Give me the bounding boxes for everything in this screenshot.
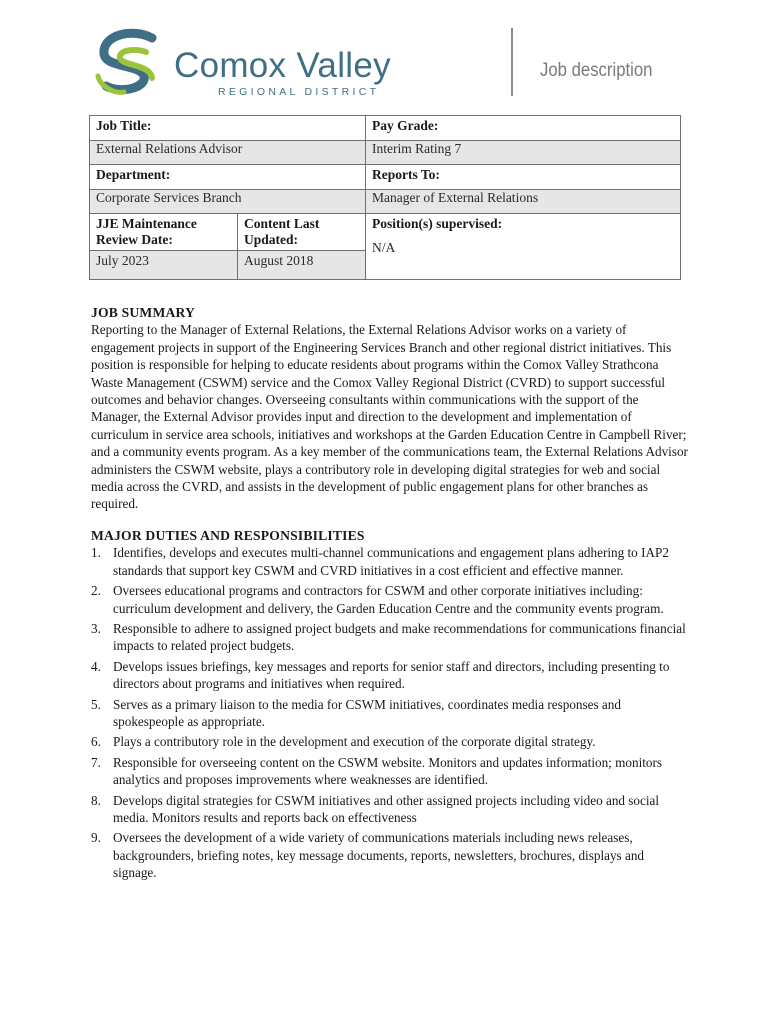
pay-grade-cell xyxy=(366,141,681,165)
pay-grade-label-cell xyxy=(366,116,681,141)
list-item xyxy=(91,582,689,617)
content-updated-value: August 2018 xyxy=(244,253,314,268)
list-item xyxy=(91,733,689,750)
header-divider xyxy=(511,28,513,96)
list-item-number: 1. xyxy=(91,545,101,561)
list-item xyxy=(91,792,689,827)
duties-list xyxy=(91,544,689,881)
summary-heading: JOB SUMMARY xyxy=(91,305,196,320)
pay-grade-label: Pay Grade: xyxy=(372,118,439,133)
job-info-table xyxy=(89,115,681,280)
list-item xyxy=(91,658,689,693)
department-value: Corporate Services Branch xyxy=(96,190,242,205)
reports-to-cell xyxy=(366,190,681,214)
positions-supervised-label: Position(s) supervised: xyxy=(372,216,503,231)
content-updated-label: Content Last Updated: xyxy=(244,216,320,247)
reports-to-label-cell xyxy=(366,165,681,190)
list-item xyxy=(91,829,689,881)
jje-label: JJE Maintenance Review Date: xyxy=(96,216,197,247)
list-item xyxy=(91,696,689,731)
summary-text: Reporting to the Manager of External Relations, the External Relations Advisor works on a variety of engagement projects in support of the Engineering Services Branch and other regional district initiatives. This position is responsible for helping to educate residents about programs within the Comox Valley Strathcona Waste Management (CSWM) service and the Comox Valley Regional District (CVRD) to support successful outcomes and behavior changes. Overseeing consultants within communications with the support of the Manager, the External Advisor provides input and direction to the development and implementation of curriculum in service area schools, initiatives and workshops at the Garden Education Centre in Campbell River; and a community events program. As a key member of the communications team, the External Relations Advisor administers the CSWM website, plays a contributory role in developing digital strategies for web and social media across the CVRD, and assists in the development of public engagement plans for other branches as required. xyxy=(91,322,688,512)
list-item xyxy=(91,754,689,789)
list-item-text: Serves as a primary liaison to the media for CSWM initiatives, coordinates media responses and spokespeople as appropriate. xyxy=(113,696,621,729)
duties-heading: MAJOR DUTIES AND RESPONSIBILITIES xyxy=(91,527,365,543)
list-item-text: Plays a contributory role in the development and execution of the corporate digital strategy. xyxy=(113,734,596,750)
list-item-text: Develops issues briefings, key messages and reports for senior staff and directors, including presenting to directors about programs and initiatives when required. xyxy=(113,658,670,692)
list-item xyxy=(91,620,689,655)
list-item-text: Identifies, develops and executes multi-channel communications and engagement plans adhering to IAP2 standards that support key CSWM and CVRD initiatives in a cost efficient and effective manner. xyxy=(113,545,669,578)
swoosh-logo-icon xyxy=(94,28,174,100)
job-title-value: External Relations Advisor xyxy=(96,141,243,156)
list-item-text: Oversees educational programs and contractors for CSWM and other corporate initiatives including: curriculum development and delivery, the Garden Education Centre and the community events program. xyxy=(113,583,664,616)
jje-label-cell xyxy=(90,214,238,251)
org-logo xyxy=(94,28,404,100)
jje-date-cell xyxy=(90,251,238,280)
list-item-number: 3. xyxy=(91,620,101,636)
positions-supervised-cell xyxy=(366,214,681,280)
org-name: Comox Valley xyxy=(174,46,391,85)
department-cell xyxy=(90,190,366,214)
department-label-cell xyxy=(90,165,366,190)
list-item xyxy=(91,544,689,579)
content-updated-label-cell xyxy=(238,214,366,251)
list-item-number: 9. xyxy=(91,830,101,846)
list-item-number: 4. xyxy=(91,658,101,674)
list-item-text: Responsible for overseeing content on the CSWM website. Monitors and updates information; monitors analytics and proposes improvements where weaknesses are identified. xyxy=(113,754,663,788)
reports-to-label: Reports To: xyxy=(372,167,440,182)
list-item-number: 5. xyxy=(91,696,101,712)
list-item-text: Oversees the development of a wide variety of communications materials including news releases, backgrounders, briefing notes, key message documents, reports, newsletters, brochures, displays and signage. xyxy=(113,830,645,881)
list-item-number: 2. xyxy=(91,583,101,599)
content-updated-cell xyxy=(238,251,366,280)
pay-grade-value: Interim Rating 7 xyxy=(372,141,462,156)
list-item-text: Develops digital strategies for CSWM initiatives and other assigned projects including video and social media. Monitors results and reports back on effectiveness xyxy=(113,792,660,825)
document-body xyxy=(91,304,689,885)
org-subtitle: REGIONAL DISTRICT xyxy=(218,86,380,98)
jje-date-value: July 2023 xyxy=(96,253,149,268)
list-item-number: 8. xyxy=(91,792,101,808)
job-title-label-cell xyxy=(90,116,366,141)
reports-to-value: Manager of External Relations xyxy=(372,190,539,205)
list-item-number: 7. xyxy=(91,754,101,770)
job-title-cell xyxy=(90,141,366,165)
job-title-label: Job Title: xyxy=(96,118,152,133)
department-label: Department: xyxy=(96,167,171,182)
positions-supervised-value: N/A xyxy=(372,240,396,255)
list-item-text: Responsible to adhere to assigned project budgets and make recommendations for communications financial impacts to related project budgets. xyxy=(113,620,686,654)
document-type: Job description xyxy=(540,60,653,81)
list-item-number: 6. xyxy=(91,734,101,750)
